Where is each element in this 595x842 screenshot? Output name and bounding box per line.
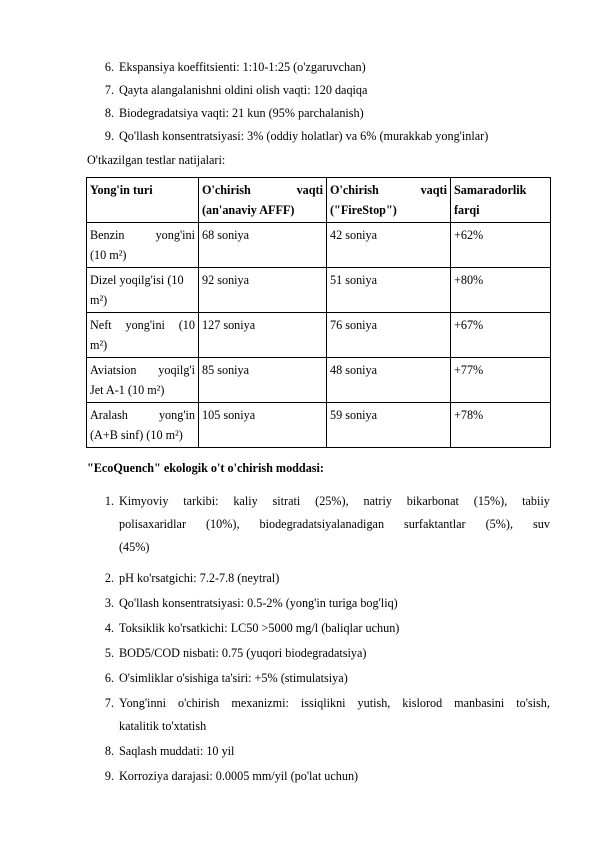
cell-line: (10 m²) xyxy=(90,248,127,262)
header-line: (an'anaviy AFFF) xyxy=(202,203,295,217)
list-item-number: 2. xyxy=(104,571,114,585)
cell-firestop: 59 soniya xyxy=(327,403,451,448)
list-item-text: Qo'llash konsentratsiyasi: 3% (oddiy holatlar) va 6% (murakkab yong'inlar) xyxy=(119,129,489,143)
cell-afff: 92 soniya xyxy=(199,268,327,313)
header-word: O'chirish xyxy=(330,183,379,197)
cell-diff: +78% xyxy=(451,403,551,448)
header-line: Samaradorlik xyxy=(454,183,527,197)
list-item-text: BOD5/COD nisbati: 0.75 (yuqori biodegradatsiya) xyxy=(119,646,367,660)
cell-firestop: 48 soniya xyxy=(327,358,451,403)
cell-fire-type xyxy=(87,313,199,358)
header-word: O'chirish xyxy=(202,183,251,197)
table-row xyxy=(87,358,551,403)
cell-fire-type xyxy=(87,268,199,313)
cell-fire-type xyxy=(87,403,199,448)
list-item-number: 9. xyxy=(104,769,114,783)
cell-line: m²) xyxy=(90,338,108,352)
list-item-text: Ekspansiya koeffitsienti: 1:10-1:25 (o'zgaruvchan) xyxy=(119,60,366,74)
cell-diff: +67% xyxy=(451,313,551,358)
cell-line: Jet A-1 (10 m²) xyxy=(90,383,165,397)
header-word: vaqti xyxy=(420,183,447,197)
list-item-number: 6. xyxy=(104,671,114,685)
header-afff-time xyxy=(199,178,327,223)
table-row xyxy=(87,223,551,268)
cell-diff: +80% xyxy=(451,268,551,313)
cell-firestop: 76 soniya xyxy=(327,313,451,358)
header-line-justified xyxy=(330,180,447,200)
cell-diff: +77% xyxy=(451,358,551,403)
list-item-text: Saqlash muddati: 10 yil xyxy=(119,744,235,758)
list-item-number: 8. xyxy=(104,744,114,758)
list-item-number: 1. xyxy=(104,494,114,508)
list-item-text: Korroziya darajasi: 0.0005 mm/yil (po'lat uchun) xyxy=(119,769,359,783)
cell-line: m²) xyxy=(90,293,108,307)
list-line-justified: Kimyoviy tarkibi: kaliy sitrati (25%), natriy bikarbonat (15%), tabiiy xyxy=(119,494,550,508)
cell-line-justified: Aviatsion yoqilg'i xyxy=(90,363,195,377)
list-item-text: O'simliklar o'sishiga ta'siri: +5% (stimulatsiya) xyxy=(119,671,348,685)
cell-line: Dizel yoqilg'isi (10 xyxy=(90,273,184,287)
table-row xyxy=(87,313,551,358)
cell-fire-type xyxy=(87,223,199,268)
list-item-text: pH ko'rsatgichi: 7.2-7.8 (neytral) xyxy=(119,571,280,585)
list-item-number: 7. xyxy=(104,696,114,710)
header-line: Yong'in turi xyxy=(90,183,153,197)
list-item-number: 9. xyxy=(104,129,114,143)
header-firestop-time xyxy=(327,178,451,223)
list-line-justified: polisaxaridlar (10%), biodegradatsiyalanadigan surfaktantlar (5%), suv xyxy=(119,517,550,531)
cell-firestop: 42 soniya xyxy=(327,223,451,268)
cell-afff: 105 soniya xyxy=(199,403,327,448)
table-row xyxy=(87,268,551,313)
list-item-text: Qo'llash konsentratsiyasi: 0.5-2% (yong'in turiga bog'liq) xyxy=(119,596,398,610)
cell-afff: 68 soniya xyxy=(199,223,327,268)
list-line: (45%) xyxy=(119,540,150,554)
list-item-number: 7. xyxy=(104,83,114,97)
list-line: katalitik to'xtatish xyxy=(119,719,207,733)
list-item-text: Qayta alangalanishni oldini olish vaqti: 120 daqiqa xyxy=(119,83,368,97)
list-item-number: 5. xyxy=(104,646,114,660)
tests-intro: O'tkazilgan testlar natijalari: xyxy=(87,153,226,167)
cell-diff: +62% xyxy=(451,223,551,268)
header-fire-type xyxy=(87,178,199,223)
ecoquench-heading: "EcoQuench" ekologik o't o'chirish moddasi: xyxy=(87,461,324,475)
header-line-justified xyxy=(202,180,323,200)
cell-fire-type xyxy=(87,358,199,403)
list-item-number: 6. xyxy=(104,60,114,74)
list-item-text: Toksiklik ko'rsatkichi: LC50 >5000 mg/l (baliqlar uchun) xyxy=(119,621,400,635)
header-word: vaqti xyxy=(296,183,323,197)
test-results-table xyxy=(86,177,551,448)
header-line: farqi xyxy=(454,203,480,217)
cell-afff: 127 soniya xyxy=(199,313,327,358)
header-line: ("FireStop") xyxy=(330,203,397,217)
list-item-number: 8. xyxy=(104,106,114,120)
list-item-number: 4. xyxy=(104,621,114,635)
cell-line: (A+B sinf) (10 m²) xyxy=(90,428,183,442)
cell-line-justified: Neft yong'ini (10 xyxy=(90,318,195,332)
list-item-text: Biodegradatsiya vaqti: 21 kun (95% parchalanish) xyxy=(119,106,364,120)
cell-firestop: 51 soniya xyxy=(327,268,451,313)
list-item-text xyxy=(119,693,550,736)
list-line-justified: Yong'inni o'chirish mexanizmi: issiqlikni yutish, kislorod manbasini to'sish, xyxy=(119,696,550,710)
table-header-row xyxy=(87,178,551,223)
cell-line-justified: Aralash yong'in xyxy=(90,408,195,422)
list-item-text xyxy=(119,491,550,557)
cell-line-justified: Benzin yong'ini xyxy=(90,228,195,242)
header-efficiency-diff xyxy=(451,178,551,223)
list-item-number: 3. xyxy=(104,596,114,610)
cell-afff: 85 soniya xyxy=(199,358,327,403)
table-row xyxy=(87,403,551,448)
